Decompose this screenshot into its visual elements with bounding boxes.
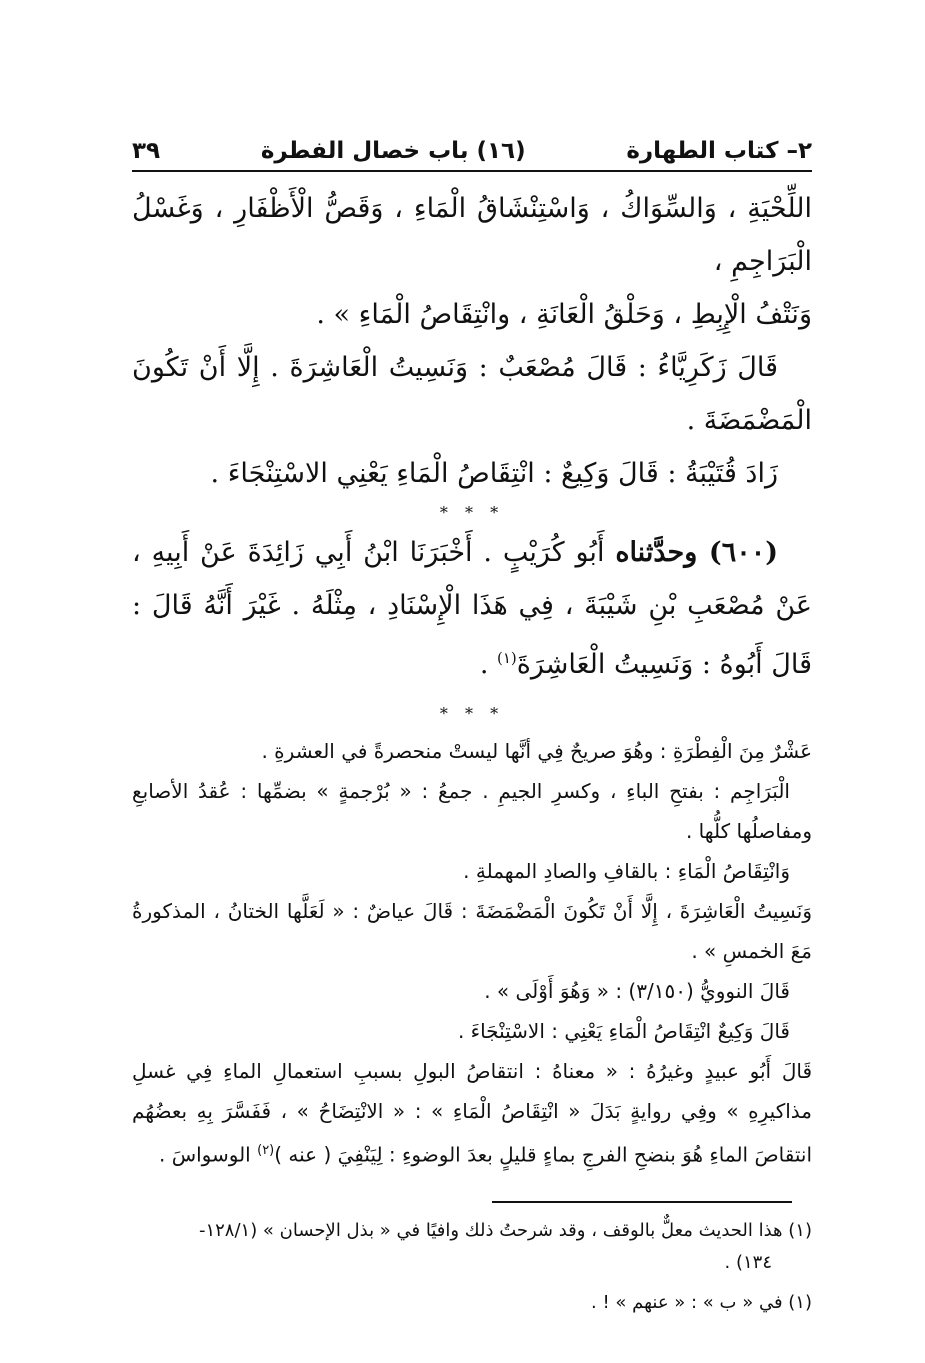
hadith-end: . [479,649,497,680]
page-number: ٣٩ [132,138,161,164]
commentary-paragraph: وَانْتِقَاصُ الْمَاءِ : بالقافِ والصادِ المهملةِ . [463,859,790,883]
commentary-paragraph: قَالَ وَكِيعٌ انْتِقَاصُ الْمَاءِ يَعْنِي : الاسْتِنْجَاءَ . [457,1019,790,1043]
footnote-2: (١) في « ب » : « عنهم » ! . [591,1291,812,1313]
section-separator: * * * [439,503,505,522]
book-title: ٢– كتاب الطهارة [626,138,812,164]
commentary-paragraph: قَالَ النوويُّ (٣/١٥٠) : « وَهُوَ أَوْلَى » . [484,979,790,1003]
footnotes [132,1215,812,1319]
footnote-marker[interactable]: (١) [496,649,517,667]
commentary-block [132,731,812,1175]
footnote-1: (١) هذا الحديث معلٌّ بالوقف ، وقد شرحتُ ذلك وافيًا في « بذل الإحسان » (١٢٨/١- [198,1219,812,1241]
hadith-paragraph: زَادَ قُتَيْبَةُ : قَالَ وَكِيعٌ : انْتِقَاصُ الْمَاءِ يَعْنِي الاسْتِنْجَاءَ . [210,458,778,489]
running-header [132,120,812,172]
footnote-divider [492,1201,792,1203]
page [132,120,812,1319]
hadith-600-block [132,526,812,691]
commentary-text: قَالَ أَبُو عبيدٍ وغيرُهُ : « معناهُ : انتقاصُ البولِ بسببِ استعمالِ الماءِ فِي غسلِ مذاكيرِهِ » وفِي روايةٍ بَدَلَ « انْتِقَاصُ الْمَاءِ » : « الانْتِضَاحُ » ، فَفَسَّرَ بِهِ بعضُهُم انتقاصَ الماءِ هُوَ بنضحِ الفرجِ بماءٍ قليلٍ بعدَ الوضوءِ : لِيَنْفِيَ ( عنه ) [132,1059,812,1167]
commentary-paragraph: الْبَرَاجِم : بفتحِ الباءِ ، وكسرِ الجيمِ . جمعُ : « بُرْجمةٍ » بضمِّها : عُقدُ الأصابعِ ومفاصلُها كلُّها . [132,779,812,843]
footnote-1-continuation: ١٣٤) . [724,1251,772,1273]
hadith-line: اللِّحْيَةِ ، وَالسِّوَاكُ ، وَاسْتِنْشَاقُ الْمَاءِ ، وَقَصُّ الْأَظْفَارِ ، وَغَسْلُ الْبَرَاجِمِ ، [132,193,812,277]
hadith-paragraph: قَالَ زَكَرِيَّاءُ : قَالَ مُصْعَبٌ : وَنَسِيتُ الْعَاشِرَةَ . إِلَّا أَنْ تَكُونَ الْمَضْمَضَةَ . [132,352,812,436]
hadith-text: أَبُو كُرَيْبٍ . أَخْبَرَنَا ابْنُ أَبِي زَائِدَةَ عَنْ أَبِيهِ ، عَنْ مُصْعَبِ بْنِ شَيْبَةَ ، فِي هَذَا الْإِسْنَادِ ، مِثْلَهُ . غَيْرَ أَنَّهُ قَالَ : قَالَ أَبُوهُ : وَنَسِيتُ الْعَاشِرَةَ [132,537,812,680]
chapter-title: (١٦) باب خصال الفطرة [260,138,526,164]
commentary-paragraph: عَشْرٌ مِنَ الْفِطْرَةِ : وهُوَ صريحٌ فِي أنَّها ليستْ منحصرةً في العشرةِ . [261,739,812,763]
hadith-number: (٦٠٠) وحدَّثناه [615,537,778,568]
footnote-marker[interactable]: (٢) [257,1143,275,1158]
hadith-line: وَنَتْفُ الْإِبِطِ ، وَحَلْقُ الْعَانَةِ ، وانْتِقَاصُ الْمَاءِ » . [316,299,812,330]
hadith-paragraph [132,526,812,691]
commentary-text-end: الوسواسَ . [158,1142,258,1167]
commentary-paragraph: وَنَسِيتُ الْعَاشِرَةَ ، إِلَّا أَنْ تَكُونَ الْمَضْمَضَةَ : قَالَ عياضٌ : « لَعَلَّها الختانُ ، المذكورةُ مَعَ الخمسِ » . [132,899,812,963]
section-separator: * * * [439,704,505,723]
hadith-text-block [132,182,812,500]
commentary-paragraph [132,1051,812,1175]
